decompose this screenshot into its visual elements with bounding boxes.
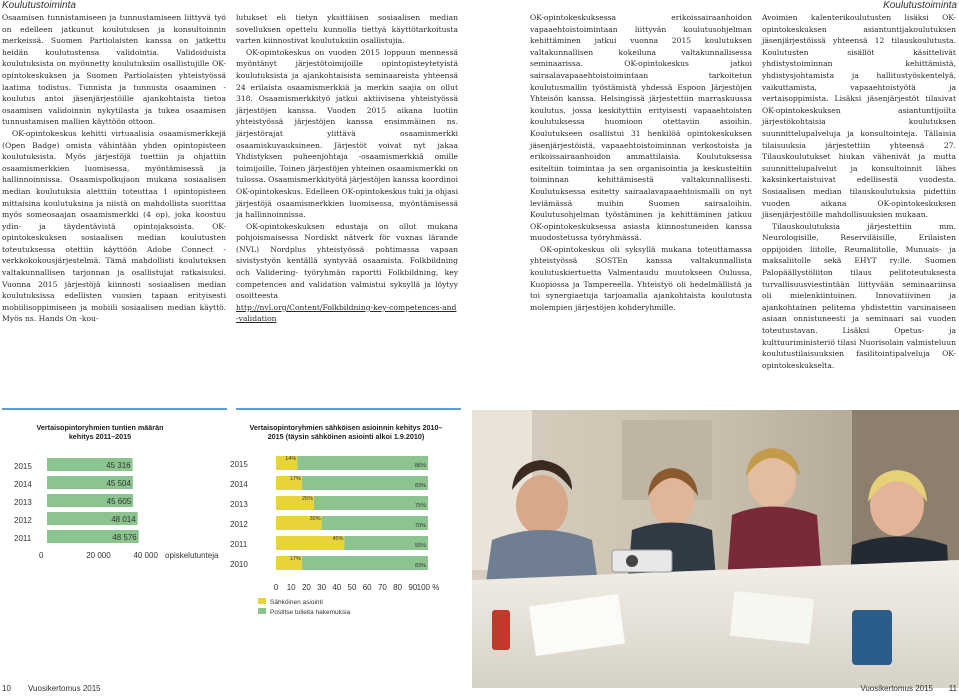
page-number-left: 10 <box>2 684 11 693</box>
bar-postal <box>322 516 428 530</box>
bar-label-postal: 83% <box>414 483 426 489</box>
paragraph: Osaamisen tunnistamiseen ja tunnustamiseen liittyvä työ on edelleen jatkunut koulutuksen ja konsultoinnin merkeissä. Suomen Partiolaisten kanssa on jatkettu heidän koulutustensa validointia. Validoiduista koulutuksista on myönnetty koulutuksiin osallistujille OK-opintokeskuksen ja Suomen Partiolaisten yhteistyössä laatima todistus. Tunnista ja tunnusta osaaminen -koulutus antoi jäsenjärjestöille ajankohtaista tietoa osaamisen validoinnin nykytilasta ja tukea osaamisen tunnustamisen mallien käyttöön ottoon. <box>2 13 226 127</box>
category-label: 2014 <box>14 480 32 489</box>
x-tick-label: 40 000 <box>133 551 158 560</box>
bar-value-label: 45 504 <box>106 479 131 488</box>
x-tick-label: 0 <box>39 551 44 560</box>
bar-label-electronic: 17% <box>289 556 301 562</box>
bar-value-label: 45 605 <box>106 497 132 506</box>
category-label: 2015 <box>14 462 32 471</box>
meeting-photo <box>472 410 959 688</box>
text-column-1 <box>2 12 226 325</box>
category-label: 2013 <box>230 500 248 509</box>
x-tick-label: 100 % <box>416 583 440 592</box>
x-tick-label: 50 <box>347 583 357 592</box>
category-label: 2011 <box>14 534 32 543</box>
footer-title-right: Vuosikertomus 2015 <box>860 684 933 693</box>
category-label: 2014 <box>230 480 248 489</box>
category-label: 2010 <box>230 560 248 569</box>
bar-label-postal: 70% <box>414 523 426 529</box>
page-number-right: 11 <box>948 684 957 693</box>
bar-label-postal: 75% <box>414 503 426 509</box>
x-tick-label: 20 <box>301 583 311 592</box>
text-column-4 <box>762 12 956 371</box>
divider-rule <box>236 408 461 410</box>
chart-2-electronic <box>228 452 458 622</box>
bar-label-postal: 83% <box>414 563 426 569</box>
paragraph: OK-opintokeskus on vuoden 2015 loppuun mennessä myöntänyt järjestötoimijoille opintopisteytetyistä koulutuksista ja ajankohtaisista seminaareista yhteensä 24 erilaista osaamismerkkiä ja merkin saajia on ollut 318. Osaamismerkkityö jatkui aktiivisena yhteistyössä järjestöjen kanssa. Vuoden 2015 aikana luotiin yhteistyössä järjestöjen kanssa ensimmäinen ns. järjestörajat ylittävä osaamismerkki osaamiskuvauksineen. Järjestöt voivat nyt jakaa Yhdistyksen puheenjohtaja -osaamismerkkiä omille toimijoille. Toinen järjestöjen yhteinen osaamismerkki on tulossa. Osaamismerkkityötä järjestöjen kanssa koordinoi OK-opintokeskus. Edelleen OK-opintokeskus tuki ja ohjasi järjestöjä osaamismerkkien luomisessa, myöntämisessä ja hallinnoinnissa. <box>236 47 459 220</box>
divider-rule <box>2 408 227 410</box>
category-label: 2013 <box>14 498 32 507</box>
x-tick-label: 10 <box>286 583 296 592</box>
meeting-photo-illustration <box>472 410 959 688</box>
text-column-2 <box>236 12 458 325</box>
x-tick-label: 90 <box>408 583 418 592</box>
paragraph: OK-opintokeskuksessa erikoissairaanhoidon vapaaehtoistoimintaan liittyvän koulutusohjelman kehittäminen jatkui vuonna 2015 koulutuksen valtakunnallisen kokeiluna valtakunnallisessa seminaarissa. OK-opintokeskus jatkoi sairaalavapaaehtoistoimintaan tarkoitetun koulutusmallin työstämistä yhdessä Espoon Järjestöjen Yhteisön kanssa. Helsingissä järjestettiin marraskuussa koulutus, jossa keskityttiin erityisesti vapaaehtoisten koulutuksessa huomioon otettaviin asioihin. Koulutukseen osallistui 31 henkilöä opintokeskuksen jäsenjärjestöistä, vapaaehtoistoiminnan verkostoista ja erikoissairaanhoidon ammattilaisia. Koulutuksessa esiteltiin toimintaa ja sen organisointia ja keskusteltiin toiminnan kehittämisestä valtakunnallisesti. Koulutuksessa esitetty sairaalavapaaehtoismalli on nyt leviämässä muihin Suomen sairaaloihin. Koulutusohjelman työstäminen ja kehittäminen jatkuu OK-opintokeskuksessa asiasta kiinnostuneiden kanssa muodostetussa työryhmässä. <box>530 13 752 243</box>
legend-swatch <box>258 598 266 604</box>
bar-value-label: 48 576 <box>112 533 137 542</box>
bar-label-postal: 55% <box>414 543 426 549</box>
category-label: 2015 <box>230 460 248 469</box>
paragraph: OK-opintokeskus oli syksyllä mukana toteuttamassa yhteistyössä SOSTEn kanssa valtakunnallista koulutuskiertuetta Valmentaudu muutokseen Oulussa, Kuopiossa ja Tampereella. Yhteistyö oli hedelmällistä ja toi synergiaetuja tarjoamalla ajankohtaista koulutusta molempien järjestöjen kohderyhmille. <box>530 244 752 312</box>
x-tick-label: 80 <box>393 583 403 592</box>
legend-label: Sähköinen asiointi <box>270 599 323 606</box>
x-tick-label: 20 000 <box>86 551 111 560</box>
bar-value-label: 45 316 <box>106 461 131 470</box>
x-tick-label: 30 <box>317 583 327 592</box>
header-right: Koulutustoiminta <box>883 0 957 11</box>
chart-1-hours <box>2 452 227 572</box>
x-tick-label: 60 <box>362 583 372 592</box>
bar-postal <box>297 456 428 470</box>
bar-label-electronic: 45% <box>332 536 344 542</box>
paragraph: OK-opintokeskuksen edustaja on ollut mukana pohjoismaisessa Nordiskt nätverk för vuxnas lärande (NVL) Nordplus yhteistyössä pohtimassa vapaan sivistystyön kentällä syntyvää osaamista. Folkbildning och Validering- työryhmän raportti Folkbildning, key competences and validation valmistui syksyllä ja löytyy osoitteesta <box>236 221 458 301</box>
bar-label-electronic: 25% <box>301 496 313 502</box>
category-label: 2011 <box>230 540 248 549</box>
category-label: 2012 <box>14 516 32 525</box>
x-tick-label: 0 <box>273 583 279 592</box>
bar-postal <box>314 496 428 510</box>
header-left: Koulutustoiminta <box>2 0 76 11</box>
x-tick-label: 70 <box>377 583 387 592</box>
x-axis-label: opiskelutunteja <box>165 551 219 560</box>
bar-label-electronic: 17% <box>289 476 301 482</box>
bar-postal <box>302 476 428 490</box>
bar-label-electronic: 14% <box>285 456 297 462</box>
paragraph: OK-opintokeskus kehitti virtuaalisia osaamismerkkejä (Open Badge) omista vähintään yhden opintopisteen koulutuksista. Myös järjestöjä tuettiin ja ohjattiin osaamismerkkien luomisessa, myöntämisessä ja hallinnoinnissa. Osaamispolkujaon mukana sosiaalisen median koulutuksia aletttiin toteuttaa 1 opintopisteen mittaisina koulutuksina ja niistä on mahdollista suorittaa myös someosaajan osaamismerkki (4 op), joka koostuu ydin- ja täydentävistä opintojaksoista. OK-opintokeskuksen sosiaalisen median koulutusten toteutuksessa otettiin käyttöön Adobe Connect -verkkokokousjärjestelmä. Tämä mahdollisti koulutuksen valtakunnallisen tarjonnan ja osallistujat ratkaisuksi. Vuonna 2015 järjestöjä kiinnosti sosiaalisen median koulutuksissa edellisten vuosien tapaan erityisesti mobiilisoppimiseen ja mobiili sosiaalisen median käyttö. Myös ns. Hands On -kou- <box>2 128 226 324</box>
x-tick-label: 40 <box>332 583 342 592</box>
chart-2-title: Vertaisopintoryhmien sähköisen asioinnin kehitys 2010–2015 (täysin sähköinen asiointi alkoi 1.9.2010) <box>249 423 443 441</box>
reference-link[interactable]: http://nvl.org/Content/Folkbildning-key-competences-and-validation <box>236 302 457 324</box>
bar-label-electronic: 30% <box>309 516 321 522</box>
category-label: 2012 <box>230 520 248 529</box>
legend-swatch <box>258 608 266 614</box>
bar-postal <box>302 556 428 570</box>
paragraph: lutukset eli tietyn yksittäisen sosiaalisen median sovelluksen opettelu kunnolla tiettyä käyttötarkoitusta varten kiinnostivat koulutuksiin osallistujia. <box>236 13 458 46</box>
chart-1-title: Vertaisopintoryhmien tuntien määrän kehitys 2011–2015 <box>36 423 164 441</box>
paragraph: Tilauskoulutuksia järjestettiin mm. Neurologisille, Reserviläisille, Erilaisten oppijoiden liitolle, Reumaliitolle, Munuais- ja maksaliitolle sekä EHYT ry:lle. Suomen Palopäällystöliiton tilaus pelitoteutuksesta turvallisuusviestintään liittyvään seminaariinsa oli mielenkiintoinen. Innovatiivinen ja ajankohtainen pelitema yhdistettin varsinaiseen asiaan onnistuneesti ja seminaari sai vuoden toteutustavan. Lisäksi Opetus- ja kulttuuriministeriö tilasi Nuorisolain valmisteluun koulutustilaisuuksien fasilitointipalveluja OK-opintokeskukselta. <box>762 221 956 370</box>
bar-label-postal: 86% <box>414 463 426 469</box>
text-column-3 <box>530 12 752 313</box>
legend-label: Postitse tullеita hakemuksia <box>270 609 351 616</box>
footer-title-left: Vuosikertomus 2015 <box>28 684 101 693</box>
bar-value-label: 48 014 <box>111 515 136 524</box>
paragraph: Avoimien kalenterikoulutusten lisäksi OK-opintokeskuksen asiantuntijakoulutuksen jäsenjärjestöissä yhteensä 12 tilauskoulutusta. Koulutusten sisällöt käsittelivät yhdistystoiminnan kehittämistä, yhdistysjohtamista ja hallitustyöskentelyä, vaikuttamista, vapaaehtoistyötä ja vertaisoppimista. Lisäksi jäsenjärjestöt tilasivat OK-opintokeskuksen asiantuntijoilta järjestökohtaisia koulutuksen suunnittelupalveluja ja konsultointeja. Tällaisia tilaisuuksia järjestettiin yhteensä 27. Tilauskoulutukset hiukan vähenivät ja mutta suunnittelupalvelut ja konsultoinnit lähes kaksinkertaistuivat edellisestä vuodesta. Sosiaalisen median tilauskoulutuksia pidettiin vuoden aikana OK-opintokeskuksen jäsenjärjestöille mahdollisuuksien mukaan. <box>762 13 956 220</box>
